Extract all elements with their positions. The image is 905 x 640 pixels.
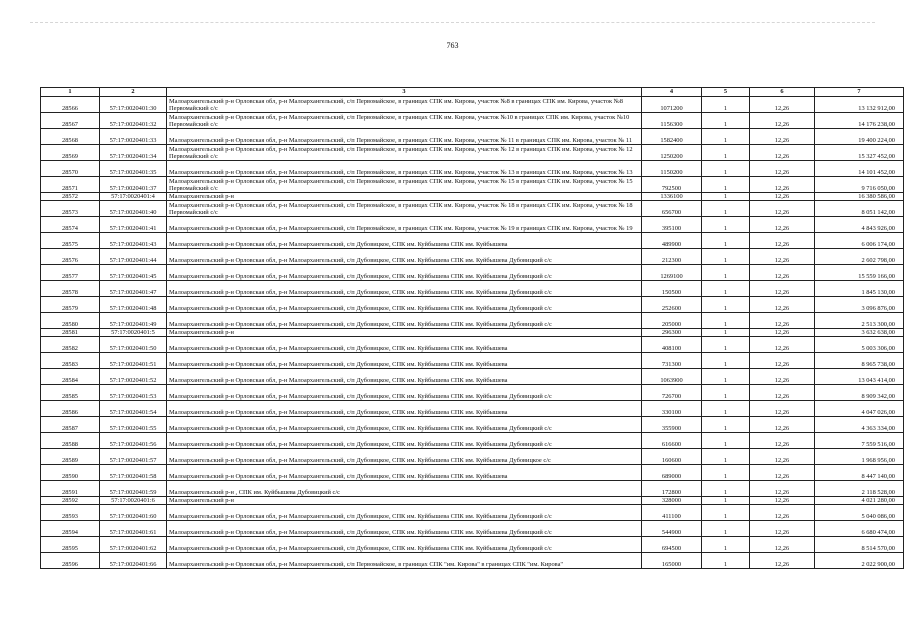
count-value: 1 bbox=[702, 385, 750, 401]
page-number: 763 bbox=[446, 41, 459, 50]
location-description: Малоархангельский р-н Орловская обл, р-н Малоархангельский, с/п Дубовицкое, СПК им. Куйбышева СПК им. Куйбышева bbox=[167, 401, 642, 417]
rate-value: 12,26 bbox=[750, 161, 815, 177]
rate-value: 12,26 bbox=[750, 401, 815, 417]
area-value: 328000 bbox=[642, 497, 702, 505]
area-value: 252600 bbox=[642, 297, 702, 313]
cadastral-value: 8 447 140,00 bbox=[815, 465, 904, 481]
row-number: 28584 bbox=[41, 369, 100, 385]
cadastral-number: 57:17:0020401:51 bbox=[100, 353, 167, 369]
table-row bbox=[41, 417, 904, 433]
cadastral-value: 13 132 912,00 bbox=[815, 97, 904, 113]
rate-value: 12,26 bbox=[750, 385, 815, 401]
rate-value: 12,26 bbox=[750, 193, 815, 201]
rate-value: 12,26 bbox=[750, 369, 815, 385]
area-value: 656700 bbox=[642, 201, 702, 217]
table-row bbox=[41, 337, 904, 353]
count-value: 1 bbox=[702, 537, 750, 553]
location-description: Малоархангельский р-н Орловская обл, р-н Малоархангельский, с/п Первомайское, в границах СПК им. Кирова, участок № 12 в границах СПК им. Кирова, участок № 12 Первомайский с/с bbox=[167, 145, 642, 161]
cadastral-value: 2 022 900,00 bbox=[815, 553, 904, 569]
col-header-5: 5 bbox=[702, 88, 750, 97]
row-number: 28590 bbox=[41, 465, 100, 481]
cadastral-number: 57:17:0020401:54 bbox=[100, 401, 167, 417]
area-value: 296300 bbox=[642, 329, 702, 337]
row-number: 28576 bbox=[41, 249, 100, 265]
location-description: Малоархангельский р-н Орловская обл, р-н Малоархангельский, с/п Дубовицкое, СПК им. Куйбышева СПК им. Куйбышева bbox=[167, 369, 642, 385]
count-value: 1 bbox=[702, 129, 750, 145]
area-value: 1063900 bbox=[642, 369, 702, 385]
rate-value: 12,26 bbox=[750, 337, 815, 353]
area-value: 726700 bbox=[642, 385, 702, 401]
location-description: Малоархангельский р-н Орловская обл, р-н Малоархангельский, с/п Дубовицкое, СПК им. Куйбышева СПК им. Куйбышева Дубовицкий с/с bbox=[167, 505, 642, 521]
table-row bbox=[41, 449, 904, 465]
location-description: Малоархангельский р-н Орловская обл, р-н Малоархангельский, с/п Первомайское, в границах СПК им. Кирова, участок № 13 в границах СПК им. Кирова, участок № 13 bbox=[167, 161, 642, 177]
location-description: Малоархангельский р-н Орловская обл, р-н Малоархангельский, с/п Дубовицкое, СПК им. Куйбышева СПК им. Куйбышева Дубовицкий с/с bbox=[167, 265, 642, 281]
location-description: Малоархангельский р-н Орловская обл, р-н Малоархангельский, с/п Дубовицкое, СПК им. Куйбышева СПК им. Куйбышева bbox=[167, 353, 642, 369]
row-number: 28566 bbox=[41, 97, 100, 113]
rate-value: 12,26 bbox=[750, 433, 815, 449]
table-row bbox=[41, 329, 904, 337]
area-value: 330100 bbox=[642, 401, 702, 417]
cadastral-value: 3 632 638,00 bbox=[815, 329, 904, 337]
table-row bbox=[41, 233, 904, 249]
location-description: Малоархангельский р-н Орловская обл, р-н Малоархангельский, с/п Первомайское, в границах СПК им. Кирова, участок № 19 в границах СПК им. Кирова, участок № 19 bbox=[167, 217, 642, 233]
row-number: 28567 bbox=[41, 113, 100, 129]
col-header-3: 3 bbox=[167, 88, 642, 97]
rate-value: 12,26 bbox=[750, 313, 815, 329]
area-value: 408100 bbox=[642, 337, 702, 353]
table-row bbox=[41, 217, 904, 233]
row-number: 28569 bbox=[41, 145, 100, 161]
count-value: 1 bbox=[702, 161, 750, 177]
count-value: 1 bbox=[702, 201, 750, 217]
cadastral-value: 15 327 452,00 bbox=[815, 145, 904, 161]
table-row bbox=[41, 129, 904, 145]
cadastral-value: 1 968 956,00 bbox=[815, 449, 904, 465]
table-row bbox=[41, 113, 904, 129]
table-header-row bbox=[41, 88, 904, 97]
area-value: 616600 bbox=[642, 433, 702, 449]
location-description: Малоархангельский р-н Орловская обл, р-н Малоархангельский, с/п Дубовицкое, СПК им. Куйбышева СПК им. Куйбышева Дубовицкий с/с bbox=[167, 537, 642, 553]
cadastral-number: 57:17:0020401:50 bbox=[100, 337, 167, 353]
rate-value: 12,26 bbox=[750, 97, 815, 113]
cadastral-value: 8 514 570,00 bbox=[815, 537, 904, 553]
count-value: 1 bbox=[702, 233, 750, 249]
cadastral-number: 57:17:0020401:6 bbox=[100, 497, 167, 505]
count-value: 1 bbox=[702, 553, 750, 569]
cadastral-value: 4 843 926,00 bbox=[815, 217, 904, 233]
table-body bbox=[41, 97, 904, 569]
count-value: 1 bbox=[702, 497, 750, 505]
cadastral-value: 14 101 452,00 bbox=[815, 161, 904, 177]
col-header-4: 4 bbox=[642, 88, 702, 97]
count-value: 1 bbox=[702, 265, 750, 281]
count-value: 1 bbox=[702, 521, 750, 537]
table-row bbox=[41, 161, 904, 177]
area-value: 355900 bbox=[642, 417, 702, 433]
cadastral-number: 57:17:0020401:60 bbox=[100, 505, 167, 521]
row-number: 28568 bbox=[41, 129, 100, 145]
table-row bbox=[41, 249, 904, 265]
cadastral-number: 57:17:0020401:61 bbox=[100, 521, 167, 537]
area-value: 212300 bbox=[642, 249, 702, 265]
cadastral-number: 57:17:0020401:40 bbox=[100, 201, 167, 217]
col-header-1: 1 bbox=[41, 88, 100, 97]
table-row bbox=[41, 369, 904, 385]
area-value: 544900 bbox=[642, 521, 702, 537]
cadastral-value: 8 051 142,00 bbox=[815, 201, 904, 217]
table-row bbox=[41, 265, 904, 281]
rate-value: 12,26 bbox=[750, 281, 815, 297]
rate-value: 12,26 bbox=[750, 145, 815, 161]
rate-value: 12,26 bbox=[750, 481, 815, 497]
area-value: 395100 bbox=[642, 217, 702, 233]
count-value: 1 bbox=[702, 313, 750, 329]
count-value: 1 bbox=[702, 193, 750, 201]
cadastral-value: 8 909 342,00 bbox=[815, 385, 904, 401]
count-value: 1 bbox=[702, 97, 750, 113]
table-row bbox=[41, 497, 904, 505]
table-row bbox=[41, 281, 904, 297]
row-number: 28570 bbox=[41, 161, 100, 177]
area-value: 1156300 bbox=[642, 113, 702, 129]
table-row bbox=[41, 401, 904, 417]
cadastral-value: 19 400 224,00 bbox=[815, 129, 904, 145]
rate-value: 12,26 bbox=[750, 217, 815, 233]
rate-value: 12,26 bbox=[750, 497, 815, 505]
location-description: Малоархангельский р-н Орловская обл, р-н Малоархангельский, с/п Дубовицкое, СПК им. Куйбышева СПК им. Куйбышева Дубовицкий с/с bbox=[167, 521, 642, 537]
cadastral-value: 2 118 528,00 bbox=[815, 481, 904, 497]
area-value: 489900 bbox=[642, 233, 702, 249]
rate-value: 12,26 bbox=[750, 249, 815, 265]
table-row bbox=[41, 553, 904, 569]
area-value: 172800 bbox=[642, 481, 702, 497]
cadastral-value: 7 559 516,00 bbox=[815, 433, 904, 449]
row-number: 28596 bbox=[41, 553, 100, 569]
table-row bbox=[41, 385, 904, 401]
cadastral-number: 57:17:0020401:57 bbox=[100, 449, 167, 465]
table-row bbox=[41, 433, 904, 449]
area-value: 792500 bbox=[642, 177, 702, 193]
cadastral-number: 57:17:0020401:59 bbox=[100, 481, 167, 497]
row-number: 28592 bbox=[41, 497, 100, 505]
table-row bbox=[41, 521, 904, 537]
count-value: 1 bbox=[702, 401, 750, 417]
cadastral-number: 57:17:0020401:34 bbox=[100, 145, 167, 161]
row-number: 28577 bbox=[41, 265, 100, 281]
table-row bbox=[41, 537, 904, 553]
cadastral-number: 57:17:0020401:4 bbox=[100, 193, 167, 201]
location-description: Малоархангельский р-н Орловская обл, р-н Малоархангельский, с/п Дубовицкое, СПК им. Куйбышева СПК им. Куйбышева bbox=[167, 465, 642, 481]
area-value: 1269100 bbox=[642, 265, 702, 281]
location-description: Малоархангельский р-н Орловская обл, р-н Малоархангельский, с/п Дубовицкое, СПК им. Куйбышева СПК им. Куйбышева Дубовицкий с/с bbox=[167, 297, 642, 313]
rate-value: 12,26 bbox=[750, 449, 815, 465]
cadastral-number: 57:17:0020401:55 bbox=[100, 417, 167, 433]
cadastral-value: 3 096 876,00 bbox=[815, 297, 904, 313]
location-description: Малоархангельский р-н Орловская обл, р-н Малоархангельский, с/п Первомайское, в границах СПК "им. Кирова" в границах СПК "им. Кирова" bbox=[167, 553, 642, 569]
area-value: 160600 bbox=[642, 449, 702, 465]
rate-value: 12,26 bbox=[750, 553, 815, 569]
table-row bbox=[41, 353, 904, 369]
count-value: 1 bbox=[702, 281, 750, 297]
table-row bbox=[41, 177, 904, 193]
location-description: Малоархангельский р-н Орловская обл, р-н Малоархангельский, с/п Дубовицкое, СПК им. Куйбышева СПК им. Куйбышева Дубовицкий с/с bbox=[167, 313, 642, 329]
table-row bbox=[41, 193, 904, 201]
rate-value: 12,26 bbox=[750, 353, 815, 369]
location-description: Малоархангельский р-н Орловская обл, р-н Малоархангельский, с/п Дубовицкое, СПК им. Куйбышева СПК им. Куйбышева Дубовицкий с/с bbox=[167, 249, 642, 265]
rate-value: 12,26 bbox=[750, 265, 815, 281]
count-value: 1 bbox=[702, 433, 750, 449]
count-value: 1 bbox=[702, 353, 750, 369]
rate-value: 12,26 bbox=[750, 329, 815, 337]
cadastral-number: 57:17:0020401:48 bbox=[100, 297, 167, 313]
location-description: Малоархангельский р-н Орловская обл, р-н Малоархангельский, с/п Дубовицкое, СПК им. Куйбышева СПК им. Куйбышева Дубовицкий с/с bbox=[167, 417, 642, 433]
count-value: 1 bbox=[702, 249, 750, 265]
cadastral-number: 57:17:0020401:35 bbox=[100, 161, 167, 177]
rate-value: 12,26 bbox=[750, 129, 815, 145]
cadastral-number: 57:17:0020401:62 bbox=[100, 537, 167, 553]
cadastral-number: 57:17:0020401:47 bbox=[100, 281, 167, 297]
cadastral-value: 6 680 474,00 bbox=[815, 521, 904, 537]
row-number: 28572 bbox=[41, 193, 100, 201]
area-value: 1071200 bbox=[642, 97, 702, 113]
location-description: Малоархангельский р-н Орловская обл, р-н Малоархангельский, с/п Первомайское, в границах СПК им. Кирова, участок № 15 в границах СПК им. Кирова, участок № 15 Первомайский с/с bbox=[167, 177, 642, 193]
row-number: 28573 bbox=[41, 201, 100, 217]
area-value: 1582400 bbox=[642, 129, 702, 145]
location-description: Малоархангельский р-н , СПК им. Куйбышева Дубовицкий с/с bbox=[167, 481, 642, 497]
area-value: 1150200 bbox=[642, 161, 702, 177]
cadastral-value: 1 845 130,00 bbox=[815, 281, 904, 297]
row-number: 28574 bbox=[41, 217, 100, 233]
cadastral-number: 57:17:0020401:5 bbox=[100, 329, 167, 337]
cadastral-value: 9 716 050,00 bbox=[815, 177, 904, 193]
location-description: Малоархангельский р-н Орловская обл, р-н Малоархангельский, с/п Дубовицкое, СПК им. Куйбышева СПК им. Куйбышева Дубовицкий с/с bbox=[167, 281, 642, 297]
table-row bbox=[41, 481, 904, 497]
cadastral-value: 8 965 738,00 bbox=[815, 353, 904, 369]
table-row bbox=[41, 201, 904, 217]
cadastral-value: 14 176 238,00 bbox=[815, 113, 904, 129]
row-number: 28581 bbox=[41, 329, 100, 337]
count-value: 1 bbox=[702, 337, 750, 353]
location-description: Малоархангельский р-н Орловская обл, р-н Малоархангельский, с/п Дубовицкое, СПК им. Куйбышева СПК им. Куйбышева bbox=[167, 233, 642, 249]
cadastral-value: 6 006 174,00 bbox=[815, 233, 904, 249]
cadastral-number: 57:17:0020401:32 bbox=[100, 113, 167, 129]
count-value: 1 bbox=[702, 369, 750, 385]
count-value: 1 bbox=[702, 297, 750, 313]
count-value: 1 bbox=[702, 329, 750, 337]
area-value: 694500 bbox=[642, 537, 702, 553]
rate-value: 12,26 bbox=[750, 297, 815, 313]
location-description: Малоархангельский р-н Орловская обл, р-н Малоархангельский, с/п Первомайское, в границах СПК им. Кирова, участок №10 в границах СПК им. Кирова, участок №10 Первомайский с/с bbox=[167, 113, 642, 129]
rate-value: 12,26 bbox=[750, 233, 815, 249]
cadastral-number: 57:17:0020401:43 bbox=[100, 233, 167, 249]
cadastral-number: 57:17:0020401:58 bbox=[100, 465, 167, 481]
area-value: 1336100 bbox=[642, 193, 702, 201]
count-value: 1 bbox=[702, 113, 750, 129]
row-number: 28595 bbox=[41, 537, 100, 553]
location-description: Малоархангельский р-н Орловская обл, р-н Малоархангельский, с/п Дубовицкое, СПК им. Куйбышева СПК им. Куйбышева Дубовицкое с/с bbox=[167, 449, 642, 465]
area-value: 411100 bbox=[642, 505, 702, 521]
location-description: Малоархангельский р-н Орловская обл, р-н Малоархангельский, с/п Дубовицкое, СПК им. Куйбышева СПК им. Куйбышева bbox=[167, 337, 642, 353]
location-description: Малоархангельский р-н Орловская обл, р-н Малоархангельский, с/п Первомайское, в границах СПК им. Кирова, участок № 11 в границах СПК им. Кирова, участок № 11 bbox=[167, 129, 642, 145]
cadastral-value: 4 047 026,00 bbox=[815, 401, 904, 417]
location-description: Малоархангельский р-н Орловская обл, р-н Малоархангельский, с/п Дубовицкое, СПК им. Куйбышева СПК им. Куйбышева Дубовицкий с/с bbox=[167, 385, 642, 401]
row-number: 28586 bbox=[41, 401, 100, 417]
cadastral-value: 5 040 086,00 bbox=[815, 505, 904, 521]
row-number: 28587 bbox=[41, 417, 100, 433]
cadastral-value: 16 380 586,00 bbox=[815, 193, 904, 201]
count-value: 1 bbox=[702, 449, 750, 465]
location-description: Малоархангельский р-н Орловская обл, р-н Малоархангельский, с/п Первомайское, в границах СПК им. Кирова, участок № 18 в границах СПК им. Кирова, участок № 18 Первомайский с/с bbox=[167, 201, 642, 217]
rate-value: 12,26 bbox=[750, 505, 815, 521]
cadastral-table bbox=[40, 87, 904, 569]
row-number: 28594 bbox=[41, 521, 100, 537]
cadastral-number: 57:17:0020401:45 bbox=[100, 265, 167, 281]
cadastral-value: 2 513 300,00 bbox=[815, 313, 904, 329]
cadastral-number: 57:17:0020401:53 bbox=[100, 385, 167, 401]
cadastral-value: 4 021 280,00 bbox=[815, 497, 904, 505]
count-value: 1 bbox=[702, 417, 750, 433]
cadastral-number: 57:17:0020401:37 bbox=[100, 177, 167, 193]
count-value: 1 bbox=[702, 217, 750, 233]
row-number: 28575 bbox=[41, 233, 100, 249]
table-row bbox=[41, 313, 904, 329]
col-header-6: 6 bbox=[750, 88, 815, 97]
rate-value: 12,26 bbox=[750, 465, 815, 481]
row-number: 28580 bbox=[41, 313, 100, 329]
cadastral-number: 57:17:0020401:33 bbox=[100, 129, 167, 145]
count-value: 1 bbox=[702, 481, 750, 497]
row-number: 28578 bbox=[41, 281, 100, 297]
table-row bbox=[41, 465, 904, 481]
cadastral-value: 15 559 166,00 bbox=[815, 265, 904, 281]
area-value: 689000 bbox=[642, 465, 702, 481]
cadastral-value: 4 363 334,00 bbox=[815, 417, 904, 433]
rate-value: 12,26 bbox=[750, 417, 815, 433]
location-description: Малоархангельский р-н bbox=[167, 497, 642, 505]
area-value: 1250200 bbox=[642, 145, 702, 161]
rate-value: 12,26 bbox=[750, 537, 815, 553]
row-number: 28588 bbox=[41, 433, 100, 449]
cadastral-number: 57:17:0020401:30 bbox=[100, 97, 167, 113]
location-description: Малоархангельский р-н bbox=[167, 329, 642, 337]
table-row bbox=[41, 297, 904, 313]
location-description: Малоархангельский р-н Орловская обл, р-н Малоархангельский, с/п Первомайское, в границах СПК им. Кирова, участок №8 в границах СПК им. Кирова, участок №8 Первомайский с/с bbox=[167, 97, 642, 113]
cadastral-value: 2 602 798,00 bbox=[815, 249, 904, 265]
count-value: 1 bbox=[702, 145, 750, 161]
table-row bbox=[41, 505, 904, 521]
count-value: 1 bbox=[702, 177, 750, 193]
row-number: 28585 bbox=[41, 385, 100, 401]
location-description: Малоархангельский р-н bbox=[167, 193, 642, 201]
area-value: 150500 bbox=[642, 281, 702, 297]
area-value: 205000 bbox=[642, 313, 702, 329]
cadastral-value: 13 043 414,00 bbox=[815, 369, 904, 385]
area-value: 165000 bbox=[642, 553, 702, 569]
row-number: 28582 bbox=[41, 337, 100, 353]
rate-value: 12,26 bbox=[750, 521, 815, 537]
col-header-7: 7 bbox=[815, 88, 904, 97]
row-number: 28589 bbox=[41, 449, 100, 465]
rate-value: 12,26 bbox=[750, 113, 815, 129]
location-description: Малоархангельский р-н Орловская обл, р-н Малоархангельский, с/п Дубовицкое, СПК им. Куйбышева СПК им. Куйбышева Дубовицкий с/с bbox=[167, 433, 642, 449]
rate-value: 12,26 bbox=[750, 177, 815, 193]
cadastral-number: 57:17:0020401:41 bbox=[100, 217, 167, 233]
col-header-2: 2 bbox=[100, 88, 167, 97]
cadastral-value: 5 003 306,00 bbox=[815, 337, 904, 353]
area-value: 731300 bbox=[642, 353, 702, 369]
count-value: 1 bbox=[702, 465, 750, 481]
table-row bbox=[41, 97, 904, 113]
row-number: 28591 bbox=[41, 481, 100, 497]
scan-artifact-line bbox=[30, 22, 875, 23]
cadastral-number: 57:17:0020401:66 bbox=[100, 553, 167, 569]
count-value: 1 bbox=[702, 505, 750, 521]
cadastral-number: 57:17:0020401:49 bbox=[100, 313, 167, 329]
table-row bbox=[41, 145, 904, 161]
cadastral-number: 57:17:0020401:44 bbox=[100, 249, 167, 265]
rate-value: 12,26 bbox=[750, 201, 815, 217]
row-number: 28583 bbox=[41, 353, 100, 369]
cadastral-number: 57:17:0020401:52 bbox=[100, 369, 167, 385]
row-number: 28593 bbox=[41, 505, 100, 521]
row-number: 28571 bbox=[41, 177, 100, 193]
row-number: 28579 bbox=[41, 297, 100, 313]
cadastral-number: 57:17:0020401:56 bbox=[100, 433, 167, 449]
